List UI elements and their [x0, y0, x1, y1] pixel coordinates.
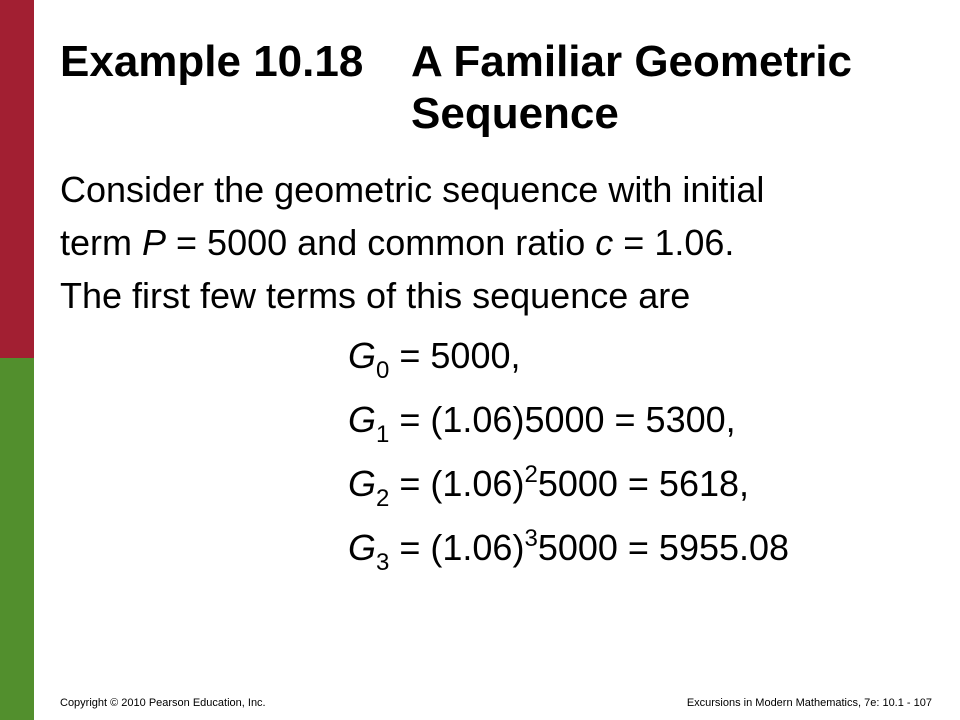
- body-line-2: [60, 221, 734, 265]
- equation-subscript: 1: [376, 421, 390, 448]
- equation-g2: [348, 461, 750, 512]
- equation-lhs: = (1.06)5000 = 5300,: [389, 399, 736, 440]
- equation-exponent: 2: [524, 461, 538, 488]
- equation-lhs: = 5000,: [389, 335, 521, 376]
- equation-rhs: 5000 = 5618,: [537, 463, 750, 504]
- equation-g3: [348, 525, 790, 576]
- slide-title-text: A Familiar Geometric Sequence: [411, 37, 852, 138]
- equation-lhs: = (1.06): [389, 527, 525, 568]
- equation-var: G: [348, 463, 377, 504]
- equation-var: G: [348, 527, 377, 568]
- equation-subscript: 3: [376, 549, 390, 576]
- body-line-3: The first few terms of this sequence are: [60, 275, 691, 316]
- equation-g0: [348, 334, 521, 384]
- equation-subscript: 2: [376, 485, 390, 512]
- body-line-2-mid: = 5000 and common ratio: [166, 222, 596, 263]
- equation-g1: [348, 398, 736, 448]
- left-accent-bar-green: [0, 358, 34, 720]
- body-line-1: Consider the geometric sequence with initial: [60, 169, 765, 210]
- variable-c: c: [595, 222, 614, 263]
- equation-exponent: 3: [524, 525, 538, 552]
- left-accent-bar-red: [0, 0, 34, 358]
- equation-lhs: = (1.06): [389, 463, 525, 504]
- equation-var: G: [348, 335, 377, 376]
- equation-rhs: 5000 = 5955.08: [537, 527, 790, 568]
- slide-title-label: Example 10.18: [60, 37, 364, 86]
- body-line-2-post: = 1.06.: [613, 222, 735, 263]
- footer-source: Excursions in Modern Mathematics, 7e: 10.1 - 107: [686, 697, 932, 709]
- equation-subscript: 0: [376, 357, 390, 384]
- footer-copyright: Copyright © 2010 Pearson Education, Inc.: [60, 697, 266, 709]
- equation-var: G: [348, 399, 377, 440]
- body-line-2-pre: term: [60, 222, 143, 263]
- variable-p: P: [142, 222, 167, 263]
